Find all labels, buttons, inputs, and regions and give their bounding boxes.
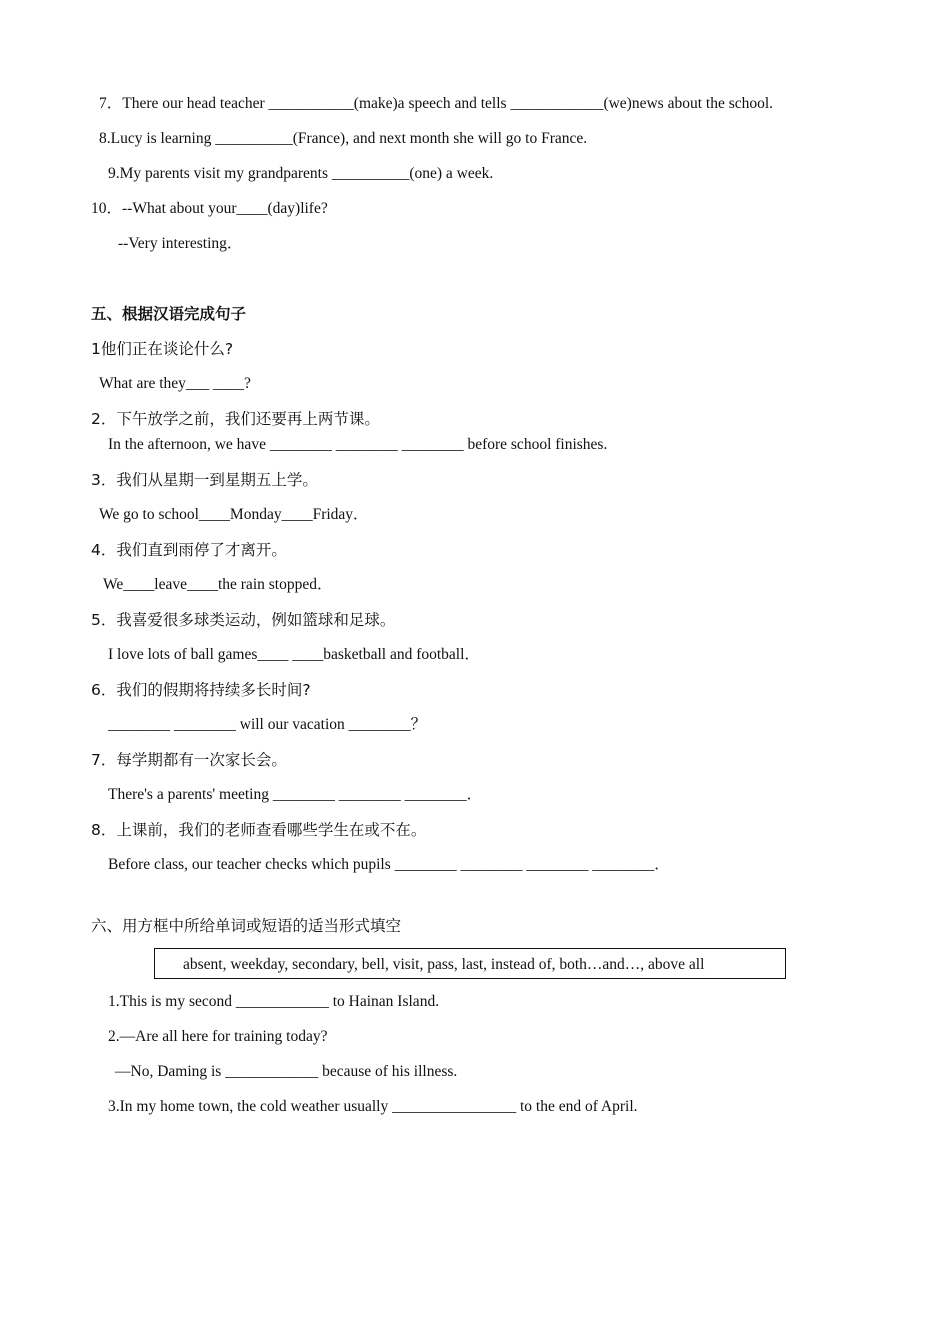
translation-prompt-3: 3．我们从星期一到星期五上学。 [91,471,318,489]
translation-prompt-7: 7．每学期都有一次家长会。 [91,751,287,769]
translation-prompt-4: 4．我们直到雨停了才离开。 [91,541,287,559]
translation-sentence-8: Before class, our teacher checks which pupils ________ ________ ________ ________． [108,856,670,873]
word-box-words: absent, weekday, secondary, bell, visit, pass, last, instead of, both…and…, above all [183,956,705,973]
translation-sentence-4: We____leave____the rain stopped． [103,576,333,593]
exercise-item-10: 10．--What about your____(day)life? [91,200,328,217]
fill-blank-item-2-answer: —No, Daming is ____________ because of his illness. [115,1063,458,1080]
translation-prompt-6: 6．我们的假期将持续多长时间? [91,681,311,699]
word-box [154,948,786,979]
translation-prompt-1: 1他们正在谈论什么? [91,340,234,358]
translation-sentence-3: We go to school____Monday____Friday． [99,506,369,523]
translation-prompt-2: 2．下午放学之前，我们还要再上两节课。 [91,410,380,428]
exercise-item-8: 8.Lucy is learning __________(France), and next month she will go to France. [99,130,588,147]
fill-blank-item-3: 3.In my home town, the cold weather usually ________________ to the end of April. [108,1098,638,1115]
translation-prompt-8: 8．上课前，我们的老师查看哪些学生在或不在。 [91,821,427,839]
translation-sentence-1: What are they___ ____? [99,375,251,392]
fill-blank-item-1: 1.This is my second ____________ to Hainan Island. [108,993,440,1010]
translation-sentence-5: I love lots of ball games____ ____basketball and football． [108,646,480,663]
translation-sentence-7: There's a parents' meeting ________ ________ ________． [108,786,483,803]
fill-blank-item-2-question: 2.—Are all here for training today? [108,1028,328,1045]
translation-prompt-5: 5．我喜爱很多球类运动，例如篮球和足球。 [91,611,396,629]
section-heading-5: 五、根据汉语完成句子 [91,305,247,323]
translation-sentence-6: ________ ________ will our vacation ________？ [108,716,427,733]
exercise-item-7: 7．There our head teacher ___________(make)a speech and tells ____________(we)news about the school. [99,95,774,112]
exercise-item-9: 9.My parents visit my grandparents __________(one) a week. [108,165,494,182]
section-heading-6: 六、用方框中所给单词或短语的适当形式填空 [91,917,402,935]
exercise-item-10-answer: --Very interesting． [118,235,243,252]
translation-sentence-2: In the afternoon, we have ________ ________ ________ before school finishes. [108,436,608,453]
